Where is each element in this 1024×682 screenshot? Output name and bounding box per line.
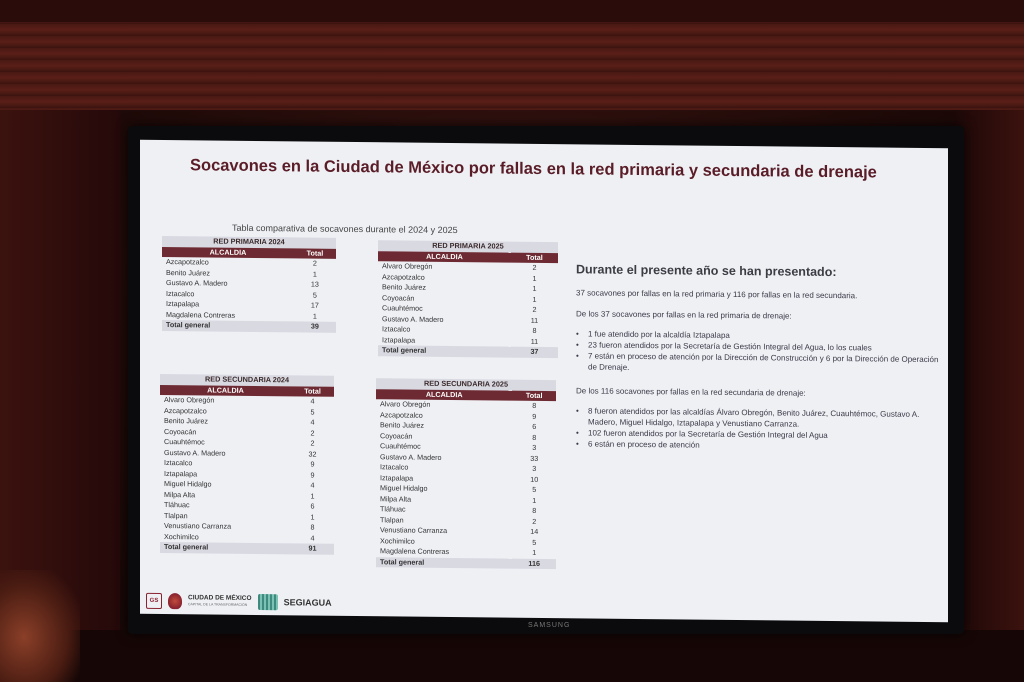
primary-list [576,328,946,376]
cell-alcaldia: Coyoacán [164,426,197,436]
cell-alcaldia: Benito Juárez [380,420,424,430]
cell-total: 2 [310,438,315,448]
cdmx-name: CIUDAD DE MÉXICO [188,594,252,602]
television [128,126,964,634]
cell-total: 6 [532,421,537,431]
cell-total: 17 [310,300,319,310]
cell-alcaldia: Milpa Alta [380,493,412,504]
cell-alcaldia: Gustavo A. Madero [382,313,444,324]
cell-alcaldia: Tláhuac [164,500,190,510]
cell-alcaldia: Tlalpan [164,510,188,520]
cell-total: 1 [532,294,537,304]
cell-alcaldia: Iztapalapa [164,468,198,478]
column-header-total: Total [511,252,558,263]
cell-alcaldia: Benito Juárez [382,282,426,292]
table-caption: RED SECUNDARIA 2025 [376,378,556,390]
cell-total: 5 [310,407,315,417]
summary-block [576,262,946,453]
cell-alcaldia: Iztapalapa [166,299,200,309]
slide-title: Socavones en la Ciudad de México por fallas en la red primaria y secundaria de drenaje [190,156,877,182]
cell-total: 8 [532,325,537,335]
cell-alcaldia: Tlalpan [380,514,404,525]
cell-alcaldia: Azcapotzalco [382,271,425,282]
summary-heading: Durante el presente año se han presentado: [576,262,837,280]
cell-alcaldia: Benito Juárez [166,267,210,278]
primary-heading: De los 37 socavones por fallas en la red primaria de drenaje: [576,309,792,321]
segiagua-text: SEGIAGUA [283,597,332,608]
total-value: 39 [294,321,336,332]
presentation-slide [140,140,948,622]
column-header-total: Total [512,390,556,401]
table-caption: RED PRIMARIA 2024 [162,236,336,248]
cell-total: 4 [310,480,315,490]
cell-alcaldia: Gustavo A. Madero [166,278,228,288]
table-secundaria-2024 [160,374,334,554]
cell-alcaldia: Milpa Alta [164,489,196,499]
total-value: 91 [291,543,334,554]
cell-alcaldia: Venustiano Carranza [164,521,232,531]
cdmx-tagline: CAPITAL DE LA TRANSFORMACIÓN [188,602,248,607]
cell-total: 1 [532,495,537,505]
cell-total: 1 [310,512,315,522]
table-secundaria-2025 [376,378,556,569]
table-caption: RED SECUNDARIA 2024 [160,374,334,386]
cell-total: 9 [310,470,315,480]
total-label: Total general [378,345,511,357]
column-header-alcaldia: ALCALDIA [160,384,291,396]
cell-total: 1 [312,269,317,279]
cell-total: 8 [532,432,537,442]
government-logo-icon: GS [146,593,162,609]
cell-total: 32 [308,449,317,459]
cdmx-logo-text [188,594,252,609]
cdmx-seal-icon [168,593,182,609]
cell-total: 9 [310,459,315,469]
cell-total: 5 [532,537,537,547]
list-item: • 102 fueron atendidos por la Secretaría de Gestión Integral del Agua [576,427,946,442]
cell-alcaldia: Iztapalapa [380,472,414,483]
cell-alcaldia: Xochimilco [164,531,199,541]
table-total-row [162,320,336,332]
cell-total: 11 [530,336,539,346]
cell-total: 3 [532,442,537,452]
cell-alcaldia: Cuauhtémoc [164,437,205,447]
cell-total: 5 [312,290,317,300]
cell-alcaldia: Cuauhtémoc [382,303,423,313]
total-label: Total general [160,542,291,554]
wall-band [0,0,1024,22]
cell-total: 1 [310,491,315,501]
table-total-row [376,557,556,569]
table-caption: RED PRIMARIA 2025 [378,240,558,252]
foreground-blur [0,570,80,682]
cell-total: 14 [530,526,539,536]
cell-alcaldia: Gustavo A. Madero [164,447,226,458]
cell-total: 4 [310,417,315,427]
cell-total: 2 [312,258,317,268]
cell-alcaldia: Xochimilco [380,535,415,546]
cell-alcaldia: Alvaro Obregón [382,261,433,271]
cell-alcaldia: Iztacalco [380,462,409,472]
cell-alcaldia: Azcapotzalco [166,257,209,267]
cell-alcaldia: Venustiano Carranza [380,525,448,535]
total-label: Total general [376,557,512,569]
cell-alcaldia: Alvaro Obregón [164,395,215,405]
cell-total: 8 [532,400,537,410]
cell-alcaldia: Tláhuac [380,504,406,514]
list-item: • 1 fue atendido por la alcaldía Iztapalapa [576,328,946,343]
cell-alcaldia: Benito Juárez [164,416,208,426]
cell-alcaldia: Iztacalco [166,288,195,298]
table-total-row [160,542,334,554]
cell-total: 1 [532,273,537,283]
cell-total: 2 [532,516,537,526]
cell-total: 10 [530,474,539,484]
cell-total: 1 [312,311,317,321]
list-item: • 23 fueron atendidos por la Secretaría de Gestión Integral del Agua, lo los cuales [576,339,946,354]
cell-alcaldia: Miguel Hidalgo [164,479,212,489]
cell-alcaldia: Alvaro Obregón [380,399,431,409]
tv-brand: SAMSUNG [528,622,571,629]
column-header-total: Total [294,248,336,259]
cell-total: 33 [530,453,539,463]
cell-alcaldia: Azcapotzalco [164,405,207,415]
cell-alcaldia: Coyoacán [382,292,415,303]
column-header-alcaldia: ALCALDIA [378,251,511,263]
cell-total: 5 [532,484,537,494]
cell-alcaldia: Iztacalco [382,324,411,334]
cell-alcaldia: Cuauhtémoc [380,441,421,451]
total-value: 37 [511,347,558,358]
floor [0,630,1024,682]
cell-total: 1 [532,283,537,293]
cell-alcaldia: Miguel Hidalgo [380,483,428,493]
table-primaria-2024 [162,236,336,332]
cell-total: 4 [310,396,315,406]
slide-subtitle: Tabla comparativa de socavones durante el 2024 y 2025 [232,222,458,236]
total-value: 116 [512,558,556,569]
secondary-list [576,405,946,453]
cell-total: 3 [532,463,537,473]
summary-intro: 37 socavones por fallas en la red primaria y 116 por fallas en la red secundaria. [576,288,858,301]
cell-total: 2 [532,262,537,272]
cell-alcaldia: Coyoacán [380,430,413,441]
cell-alcaldia: Magdalena Contreras [166,309,236,320]
cell-alcaldia: Azcapotzalco [380,409,423,420]
column-header-total: Total [291,386,334,397]
cell-total: 11 [530,315,539,325]
footer-logos [146,590,332,614]
total-label: Total general [162,320,294,332]
cell-alcaldia: Iztacalco [164,458,193,468]
cell-total: 1 [532,547,537,557]
cell-total: 4 [310,533,315,543]
segiagua-logo-icon [258,594,278,610]
cell-alcaldia: Magdalena Contreras [380,546,450,557]
cell-total: 13 [310,279,319,289]
cell-total: 9 [532,411,537,421]
column-header-alcaldia: ALCALDIA [162,246,294,258]
cell-alcaldia: Gustavo A. Madero [380,451,442,462]
cell-total: 2 [532,304,537,314]
cell-total: 8 [532,505,537,515]
table-primaria-2025 [378,240,558,357]
list-item: • 8 fueron atendidos por las alcaldías Álvaro Obregón, Benito Juárez, Cuauhtémoc, Gustavo A. Madero, Miguel Hidalgo, Iztapalapa y Venustiano Carranza. [576,405,948,431]
table-total-row [378,345,558,357]
cell-total: 6 [310,501,315,511]
secondary-heading: De los 116 socavones por fallas en la red secundaria de drenaje: [576,386,806,398]
list-item: • 7 están en proceso de atención por la Dirección de Construcción y 6 por la Dirección de Operación de Drenaje. [576,350,948,376]
wall-right [954,110,1024,682]
cell-alcaldia: Iztapalapa [382,334,416,345]
cell-total: 2 [310,428,315,438]
column-header-alcaldia: ALCALDIA [376,389,512,401]
list-item: • 6 están en proceso de atención [576,438,946,453]
cell-total: 8 [310,522,315,532]
